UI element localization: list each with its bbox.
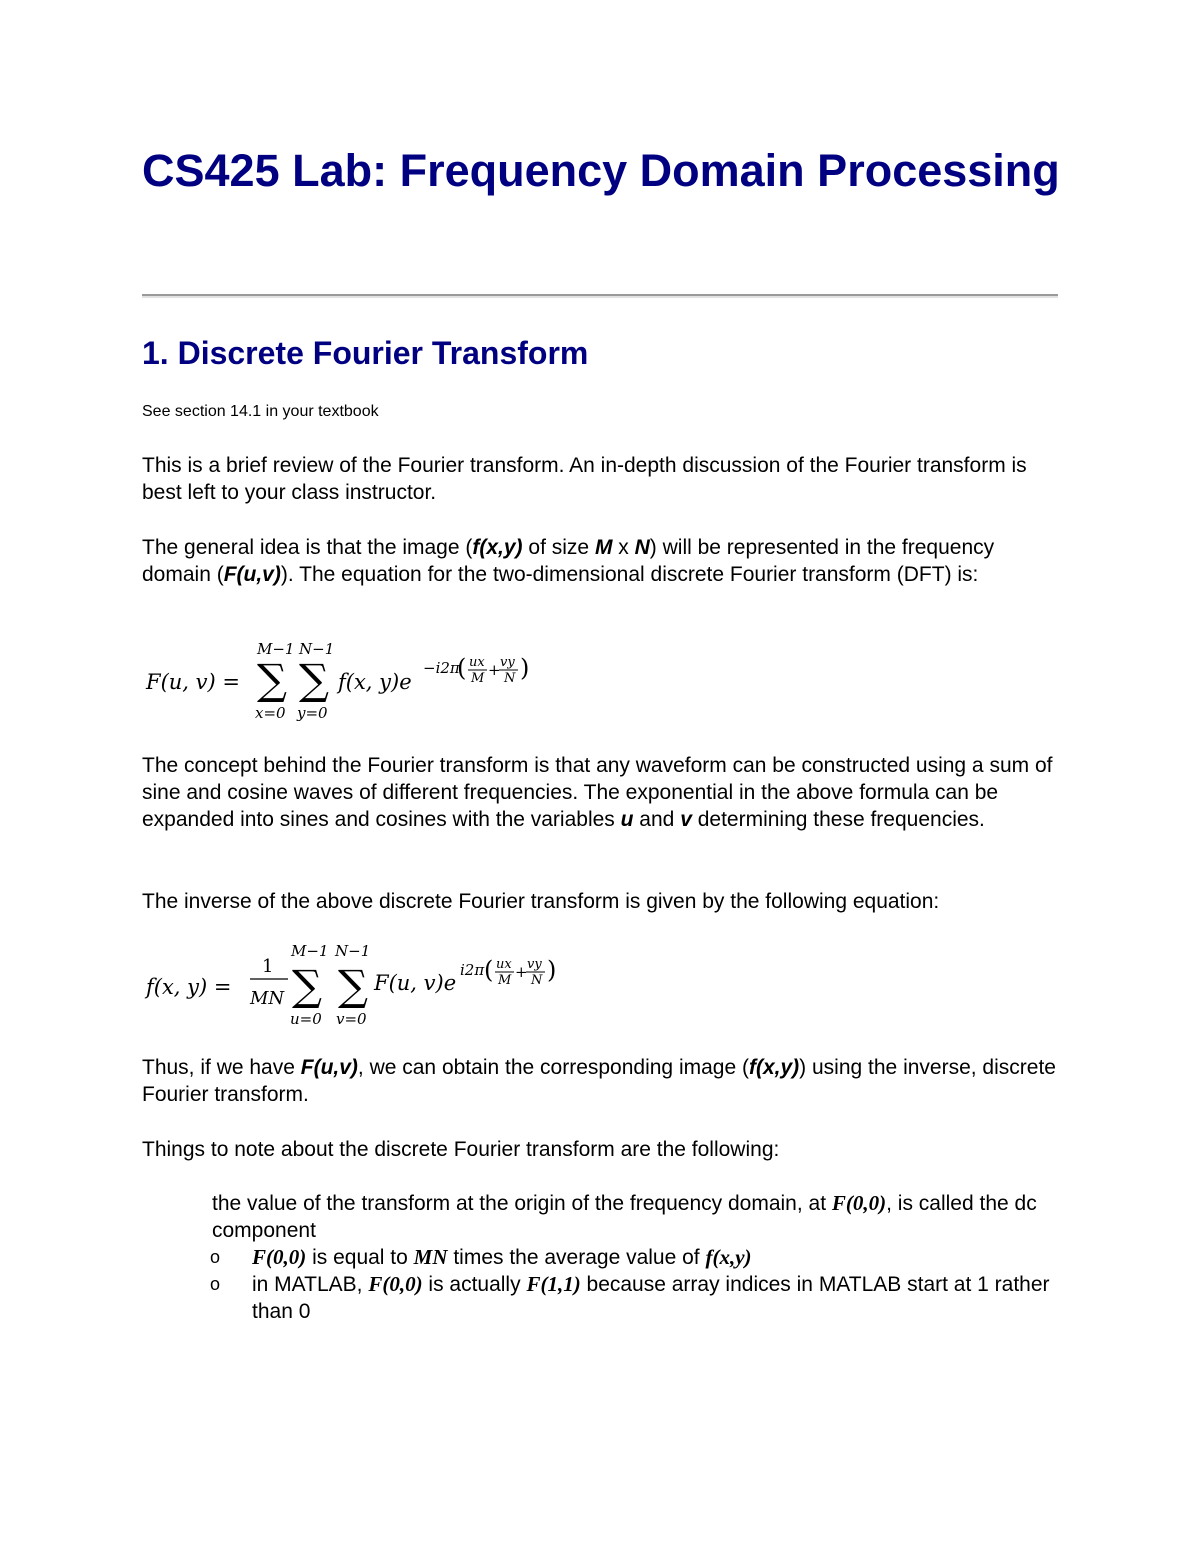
dft-sum2-top: N−1	[299, 640, 335, 658]
concept-paragraph: The concept behind the Fourier transform is that any waveform can be constructed using a sum of sine and cosine waves of different frequencies. The exponential in the above formula can be expanded into sines and cosines with the variables u and v determining these frequencies.	[142, 754, 1053, 831]
dft-frac1-num: ux	[469, 655, 485, 670]
idft-body: F(u, v)e	[374, 971, 457, 995]
horizontal-rule	[142, 294, 1058, 298]
dft-sum1-top: M−1	[257, 640, 295, 658]
idft-frac1-num: ux	[496, 957, 512, 972]
dft-formula	[142, 634, 582, 735]
dft-body: f(x, y)e	[338, 670, 412, 694]
sub-item-2: o in MATLAB, F(0,0) is actually F(1,1) because array indices in MATLAB start at 1 rather than 0	[210, 1272, 1050, 1323]
dft-lhs: F(u, v) =	[146, 670, 240, 694]
idft-sum2-bottom: v=0	[336, 1010, 367, 1028]
idft-formula	[142, 938, 582, 1039]
idft-sum2-top: N−1	[335, 942, 371, 960]
idft-frac2-num: vy	[527, 957, 542, 972]
idft-lhs: f(x, y) =	[146, 975, 232, 999]
idft-frac1-den: M	[498, 973, 512, 988]
sub-bullet: o	[210, 1247, 221, 1267]
general-idea-paragraph: The general idea is that the image (f(x,y) of size M x N) will be represented in the frequency domain (F(u,v)). The equation for the two-dimensional discrete Fourier transform (DFT) is:	[142, 536, 995, 586]
inverse-intro-paragraph: The inverse of the above discrete Fourier transform is given by the following equation:	[142, 890, 940, 913]
idft-sum2-sign: ∑	[338, 961, 368, 1010]
dft-paren-left: (	[457, 654, 467, 682]
idft-sum1-bottom: u=0	[290, 1010, 322, 1028]
note-item: the value of the transform at the origin of the frequency domain, at F(0,0), is called the dc component	[212, 1191, 1037, 1242]
dft-frac2-num: vy	[500, 655, 515, 670]
textbook-note: See section 14.1 in your textbook	[142, 403, 379, 420]
things-to-note-paragraph: Things to note about the discrete Fourier transform are the following:	[142, 1138, 780, 1161]
dft-exp-prefix: −i2π	[423, 659, 460, 677]
idft-exp-prefix: i2π	[460, 961, 485, 979]
dft-sum1-bottom: x=0	[255, 704, 286, 722]
section-heading: 1. Discrete Fourier Transform	[142, 335, 589, 371]
dft-frac1-den: M	[471, 671, 485, 686]
idft-frac-num: 1	[262, 956, 274, 977]
dft-sum2-sign: ∑	[299, 655, 329, 704]
idft-paren-right: )	[547, 956, 557, 984]
idft-sum1-top: M−1	[291, 942, 329, 960]
sub-bullet: o	[210, 1274, 221, 1294]
sub-item-1: o F(0,0) is equal to MN times the average value of f(x,y)	[210, 1245, 752, 1269]
dft-plus: +	[488, 661, 501, 679]
thus-paragraph: Thus, if we have F(u,v), we can obtain the corresponding image (f(x,y)) using the inverse, discrete Fourier transform.	[142, 1056, 1056, 1106]
idft-frac-den: MN	[250, 988, 285, 1009]
dft-frac2-den: N	[504, 671, 516, 686]
idft-paren-left: (	[484, 956, 494, 984]
dft-paren-right: )	[520, 654, 530, 682]
dft-sum1-sign: ∑	[257, 655, 287, 704]
dft-sum2-bottom: y=0	[297, 704, 328, 722]
page-title: CS425 Lab: Frequency Domain Processing	[142, 145, 1060, 196]
idft-frac2-den: N	[531, 973, 543, 988]
idft-sum1-sign: ∑	[292, 961, 322, 1010]
intro-paragraph: This is a brief review of the Fourier transform. An in-depth discussion of the Fourier transform is best left to your class instructor.	[142, 454, 1027, 504]
idft-plus: +	[515, 963, 528, 981]
